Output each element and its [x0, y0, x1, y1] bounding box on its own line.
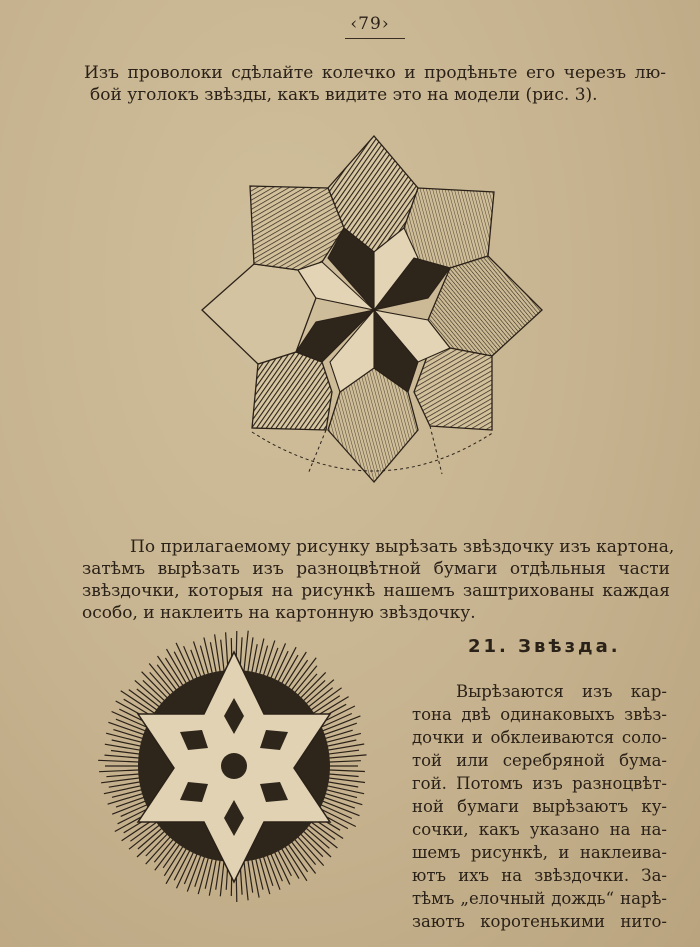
intro-paragraph [84, 62, 666, 106]
star-text-line: ютъ ихъ на звѣздочки. За- [412, 866, 667, 885]
star-text-line: заютъ коротенькими нито- [412, 912, 667, 931]
flower-petal-bottom-left [252, 352, 332, 430]
page-number-value: 79 [358, 14, 382, 34]
star-description-paragraph [412, 680, 667, 933]
flower-dashed-line [430, 426, 442, 474]
intro-line: бой уголокъ звѣзды, какъ видите это на модели (рис. 3). [90, 85, 598, 105]
star-text-line: гой. Потомъ изъ разноцвѣт- [412, 774, 667, 793]
instructions-line: затѣмъ вырѣзать изъ разноцвѣтной бумаги отдѣльныя части [82, 559, 670, 579]
instructions-line: особо, и наклеить на картонную звѣздочку. [82, 603, 476, 623]
instructions-line: звѣздочки, которыя на рисункѣ нашемъ заштрихованы каждая [82, 581, 670, 601]
flower-dashed-line [308, 430, 326, 474]
star-text-line: тона двѣ одинаковыхъ звѣз- [412, 705, 667, 724]
flower-star-figure [196, 130, 548, 486]
star-text-line: шемъ рисункѣ, и наклеива- [412, 843, 667, 862]
star-text-line: дочки и обклеиваются соло- [412, 728, 667, 747]
star-text-line: ной бумаги вырѣзаютъ ку- [412, 797, 667, 816]
star-text-line: той или серебряной бума- [412, 751, 667, 770]
section-heading: 21. Звѣзда. [468, 636, 621, 657]
instructions-line: По прилагаемому рисунку вырѣзать звѣздочку изъ картона, [130, 537, 675, 557]
star-text-line: Вырѣзаются изъ кар- [456, 682, 667, 701]
intro-line: Изъ проволоки сдѣлайте колечко и продѣньте его черезъ лю- [84, 63, 666, 83]
page-number-bracket-right: › [381, 14, 390, 34]
flower-petal-bottom-right [414, 348, 492, 430]
page-number-rule [345, 38, 405, 39]
star-insert-center-circle [221, 753, 247, 779]
page-number [340, 14, 400, 34]
page-number-bracket-left: ‹ [350, 14, 359, 34]
instructions-paragraph [82, 536, 675, 624]
tinsel-star-figure [92, 622, 382, 912]
star-text-line: сочки, какъ указано на на- [412, 820, 667, 839]
star-text-line: тѣмъ „елочный дождь“ нарѣ- [412, 889, 667, 908]
